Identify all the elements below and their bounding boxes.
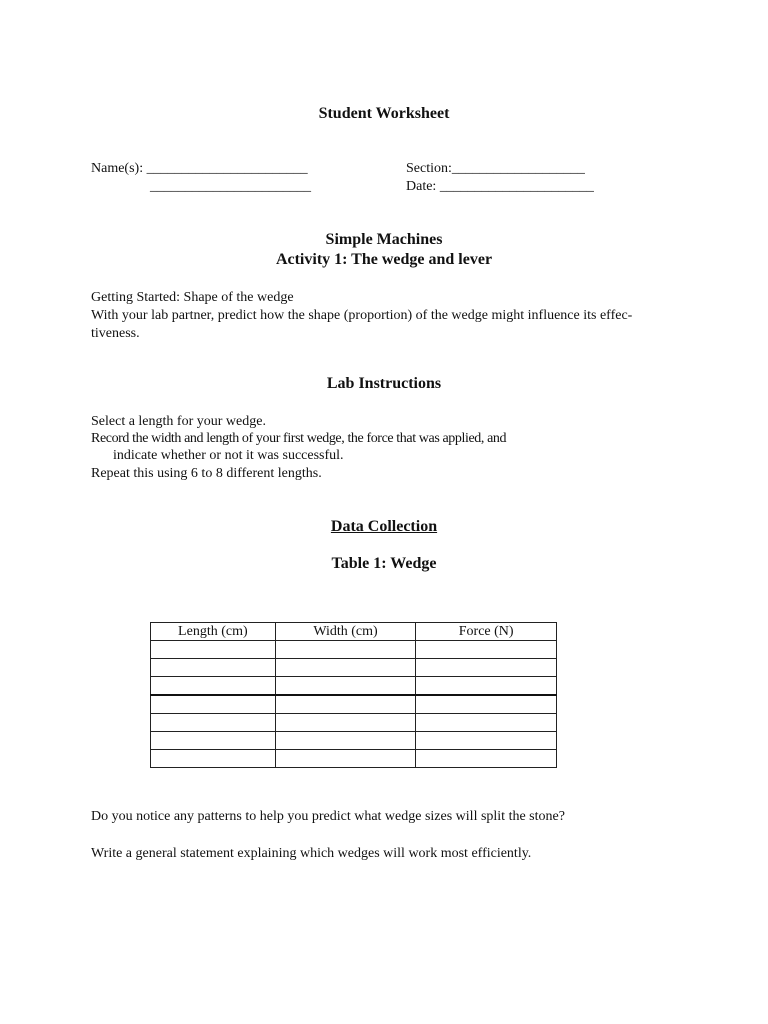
table-cell[interactable]: [416, 659, 557, 677]
question-general-statement: Write a general statement explaining which wedges will work most efficiently.: [91, 846, 532, 861]
table-cell[interactable]: [275, 695, 416, 714]
table-cell[interactable]: [416, 714, 557, 732]
table-header-row: [151, 623, 557, 641]
instruction-step-2: Record the width and length of your first wedge, the force that was applied, and: [91, 431, 507, 446]
table-cell[interactable]: [275, 714, 416, 732]
instruction-step-3: Repeat this using 6 to 8 different lengths.: [91, 466, 322, 481]
table-row: [151, 659, 557, 677]
table-cell[interactable]: [275, 659, 416, 677]
table-row: [151, 677, 557, 696]
names-field-second-line: _______________________: [150, 179, 311, 194]
table-cell[interactable]: [416, 641, 557, 659]
table-cell[interactable]: [416, 732, 557, 750]
table-cell[interactable]: [275, 732, 416, 750]
table-cell[interactable]: [275, 677, 416, 696]
table-cell[interactable]: [151, 677, 276, 696]
table-cell[interactable]: [275, 750, 416, 768]
table-cell[interactable]: [151, 714, 276, 732]
table-row: [151, 641, 557, 659]
lab-instructions-heading: Lab Instructions: [326, 375, 442, 392]
table-row: [151, 695, 557, 714]
activity-heading: Activity 1: The wedge and lever: [275, 251, 493, 268]
table-title: Table 1: Wedge: [331, 555, 437, 572]
instruction-step-2-continued: indicate whether or not it was successful.: [113, 448, 344, 463]
getting-started-title: Getting Started: Shape of the wedge: [91, 290, 294, 305]
section-field: Section:___________________: [406, 161, 585, 176]
getting-started-text-continued: tiveness.: [91, 326, 140, 341]
table-cell[interactable]: [151, 641, 276, 659]
wedge-data-table: [150, 622, 557, 768]
instruction-step-1: Select a length for your wedge.: [91, 414, 266, 429]
table-row: [151, 732, 557, 750]
date-field: Date: ______________________: [406, 179, 594, 194]
subject-heading: Simple Machines: [325, 231, 443, 248]
table-cell[interactable]: [151, 659, 276, 677]
question-patterns: Do you notice any patterns to help you predict what wedge sizes will split the stone?: [91, 809, 565, 824]
table-cell[interactable]: [151, 750, 276, 768]
getting-started-text: With your lab partner, predict how the shape (proportion) of the wedge might influence its effec-: [91, 308, 633, 323]
worksheet-title: Student Worksheet: [318, 105, 450, 122]
table-row: [151, 750, 557, 768]
column-header-width: Width (cm): [275, 623, 416, 641]
table-cell[interactable]: [275, 641, 416, 659]
table-cell[interactable]: [151, 695, 276, 714]
table-cell[interactable]: [416, 677, 557, 696]
names-field: Name(s): _______________________: [91, 161, 308, 176]
column-header-force: Force (N): [416, 623, 557, 641]
column-header-length: Length (cm): [151, 623, 276, 641]
data-collection-heading: Data Collection: [330, 518, 438, 535]
table-cell[interactable]: [416, 750, 557, 768]
table-row: [151, 714, 557, 732]
table-cell[interactable]: [416, 695, 557, 714]
table-cell[interactable]: [151, 732, 276, 750]
